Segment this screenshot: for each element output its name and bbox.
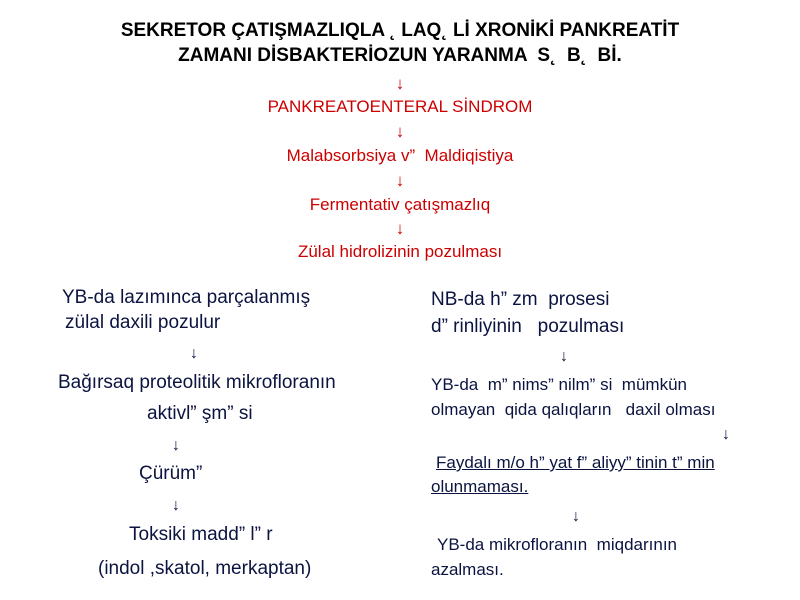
down-arrow-icon: ↓ bbox=[395, 122, 405, 141]
title-line-1: SEKRETOR ÇATIŞMAZLIQLA ˛ LAQ˛ Lİ XRONİKİ PANKREATİT bbox=[120, 20, 680, 41]
right-item-4-line-2: azalması. bbox=[431, 560, 504, 579]
right-item-3-line-1: Faydalı m/o h” yat f” aliyy” tinin t” min bbox=[436, 453, 715, 472]
chain-protein-hydrolysis: Zülal hidrolizinin pozulması bbox=[297, 242, 503, 261]
chain-enzyme-deficiency: Fermentativ çatışmazlıq bbox=[309, 195, 491, 214]
left-item-3: Çürüm” bbox=[139, 463, 203, 484]
down-arrow-icon: ↓ bbox=[572, 508, 580, 525]
title-line-2: ZAMANI DİSBAKTERİOZUN YARANMA S˛ B˛ Bİ. bbox=[178, 45, 622, 66]
down-arrow-icon: ↓ bbox=[560, 348, 568, 365]
right-item-3-line-2: olunmaması. bbox=[431, 477, 529, 496]
down-arrow-icon: ↓ bbox=[722, 426, 730, 443]
down-arrow-icon: ↓ bbox=[395, 74, 405, 93]
down-arrow-icon: ↓ bbox=[172, 437, 180, 454]
right-item-1-line-1: NB-da h” zm prosesi bbox=[431, 289, 610, 310]
right-item-2-line-2: olmayan qida qalıqların daxil olması bbox=[431, 400, 716, 419]
left-item-1-line-1: YB-da lazımınca parçalanmış bbox=[62, 287, 311, 308]
left-item-2-line-2: aktivl” şm” si bbox=[147, 403, 253, 424]
down-arrow-icon: ↓ bbox=[395, 219, 405, 238]
left-item-1-line-2: zülal daxili pozulur bbox=[65, 312, 221, 333]
down-arrow-icon: ↓ bbox=[172, 497, 180, 514]
chain-pancreatoenteral-syndrome: PANKREATOENTERAL SİNDROM bbox=[267, 97, 533, 116]
right-item-1-line-2: d” rinliyinin pozulması bbox=[431, 316, 625, 337]
left-item-2-line-1: Bağırsaq proteolitik mikrofloranın bbox=[58, 372, 336, 393]
left-item-4-line-2: (indol ,skatol, merkaptan) bbox=[98, 558, 312, 579]
down-arrow-icon: ↓ bbox=[395, 171, 405, 190]
right-item-2-line-1: YB-da m” nims” nilm” si mümkün bbox=[431, 375, 687, 394]
left-item-4-line-1: Toksiki madd” l” r bbox=[129, 524, 273, 545]
down-arrow-icon: ↓ bbox=[190, 345, 198, 362]
chain-malabsorption: Malabsorbsiya v” Maldiqistiya bbox=[286, 146, 514, 165]
right-item-4-line-1: YB-da mikrofloranın miqdarının bbox=[437, 535, 677, 554]
